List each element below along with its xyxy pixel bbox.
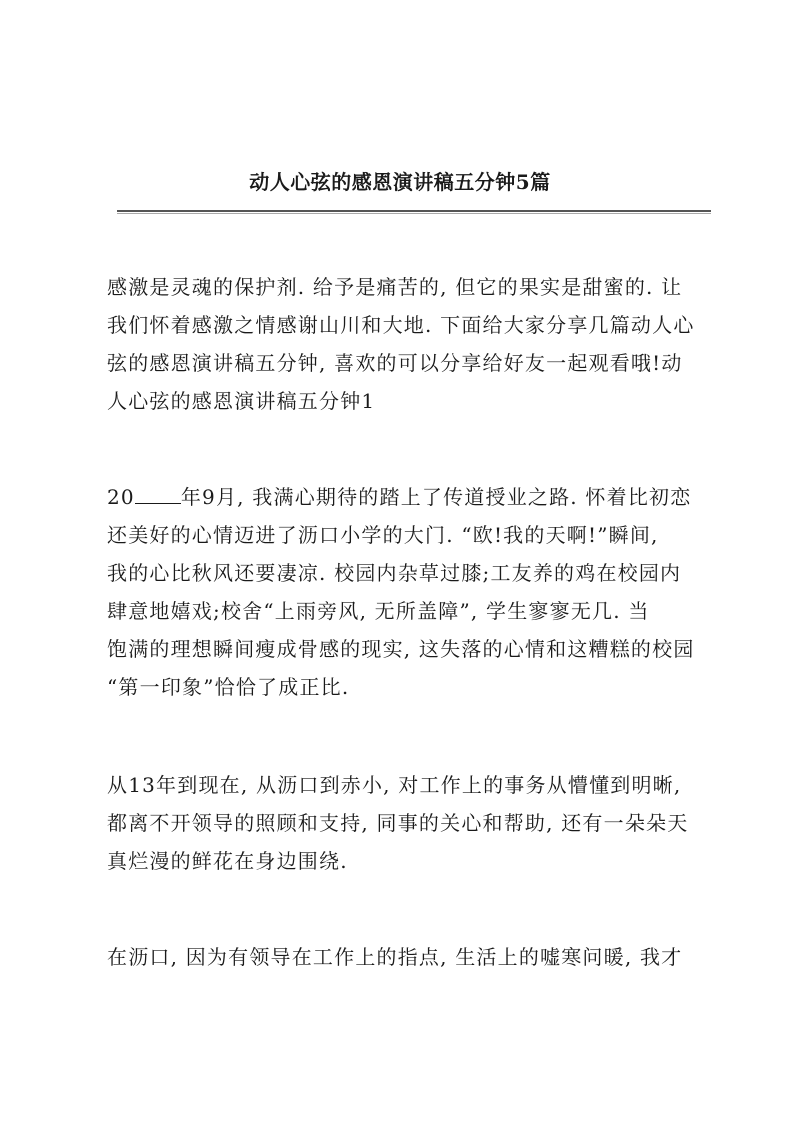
paragraph-line: 我的心比秋风还要凄凉. 校园内杂草过膝;工友养的鸡在校园内 [107, 561, 682, 585]
paragraph-lishou [107, 938, 715, 976]
year-blank [135, 485, 181, 504]
paragraph-first-impression [107, 478, 715, 706]
line-suffix: 年9月, 我满心期待的踏上了传道授业之路. 怀着比初恋 [180, 485, 692, 509]
document-title: 动人心弦的感恩演讲稿五分钟5篇 [249, 170, 551, 194]
paragraph-line: 弦的感恩演讲稿五分钟, 喜欢的可以分享给好友一起观看哦!动 [107, 351, 683, 375]
paragraph-line: 人心弦的感恩演讲稿五分钟1 [107, 389, 376, 413]
year-prefix: 20 [107, 485, 135, 509]
paragraph-line: 感激是灵魂的保护剂. 给予是痛苦的, 但它的果实是甜蜜的. 让 [107, 275, 683, 299]
title-divider [117, 210, 711, 214]
paragraph-line: 从13年到现在, 从沥口到赤小, 对工作上的事务从懵懂到明晰, [107, 773, 682, 797]
paragraph-line: 在沥口, 因为有领导在工作上的指点, 生活上的嘘寒问暖, 我才 [107, 945, 683, 969]
paragraph-line: 还美好的心情迈进了沥口小学的大门. “欧!我的天啊!”瞬间, [107, 523, 659, 547]
paragraph-intro [107, 268, 715, 420]
paragraph-line [107, 478, 715, 516]
paragraph-line: 饱满的理想瞬间瘦成骨感的现实, 这失落的心情和这糟糕的校园 [107, 637, 695, 661]
paragraph-growth [107, 766, 715, 880]
paragraph-line: 都离不开领导的照顾和支持, 同事的关心和帮助, 还有一朵朵天 [107, 811, 689, 835]
paragraph-line: 我们怀着感激之情感谢山川和大地. 下面给大家分享几篇动人心 [107, 313, 695, 337]
paragraph-line: 真烂漫的鲜花在身边围绕. [107, 849, 348, 873]
paragraph-line: 肆意地嬉戏;校舍“上雨旁风, 无所盖障”, 学生寥寥无几. 当 [107, 599, 650, 623]
paragraph-line: “第一印象”恰恰了成正比. [107, 675, 350, 699]
